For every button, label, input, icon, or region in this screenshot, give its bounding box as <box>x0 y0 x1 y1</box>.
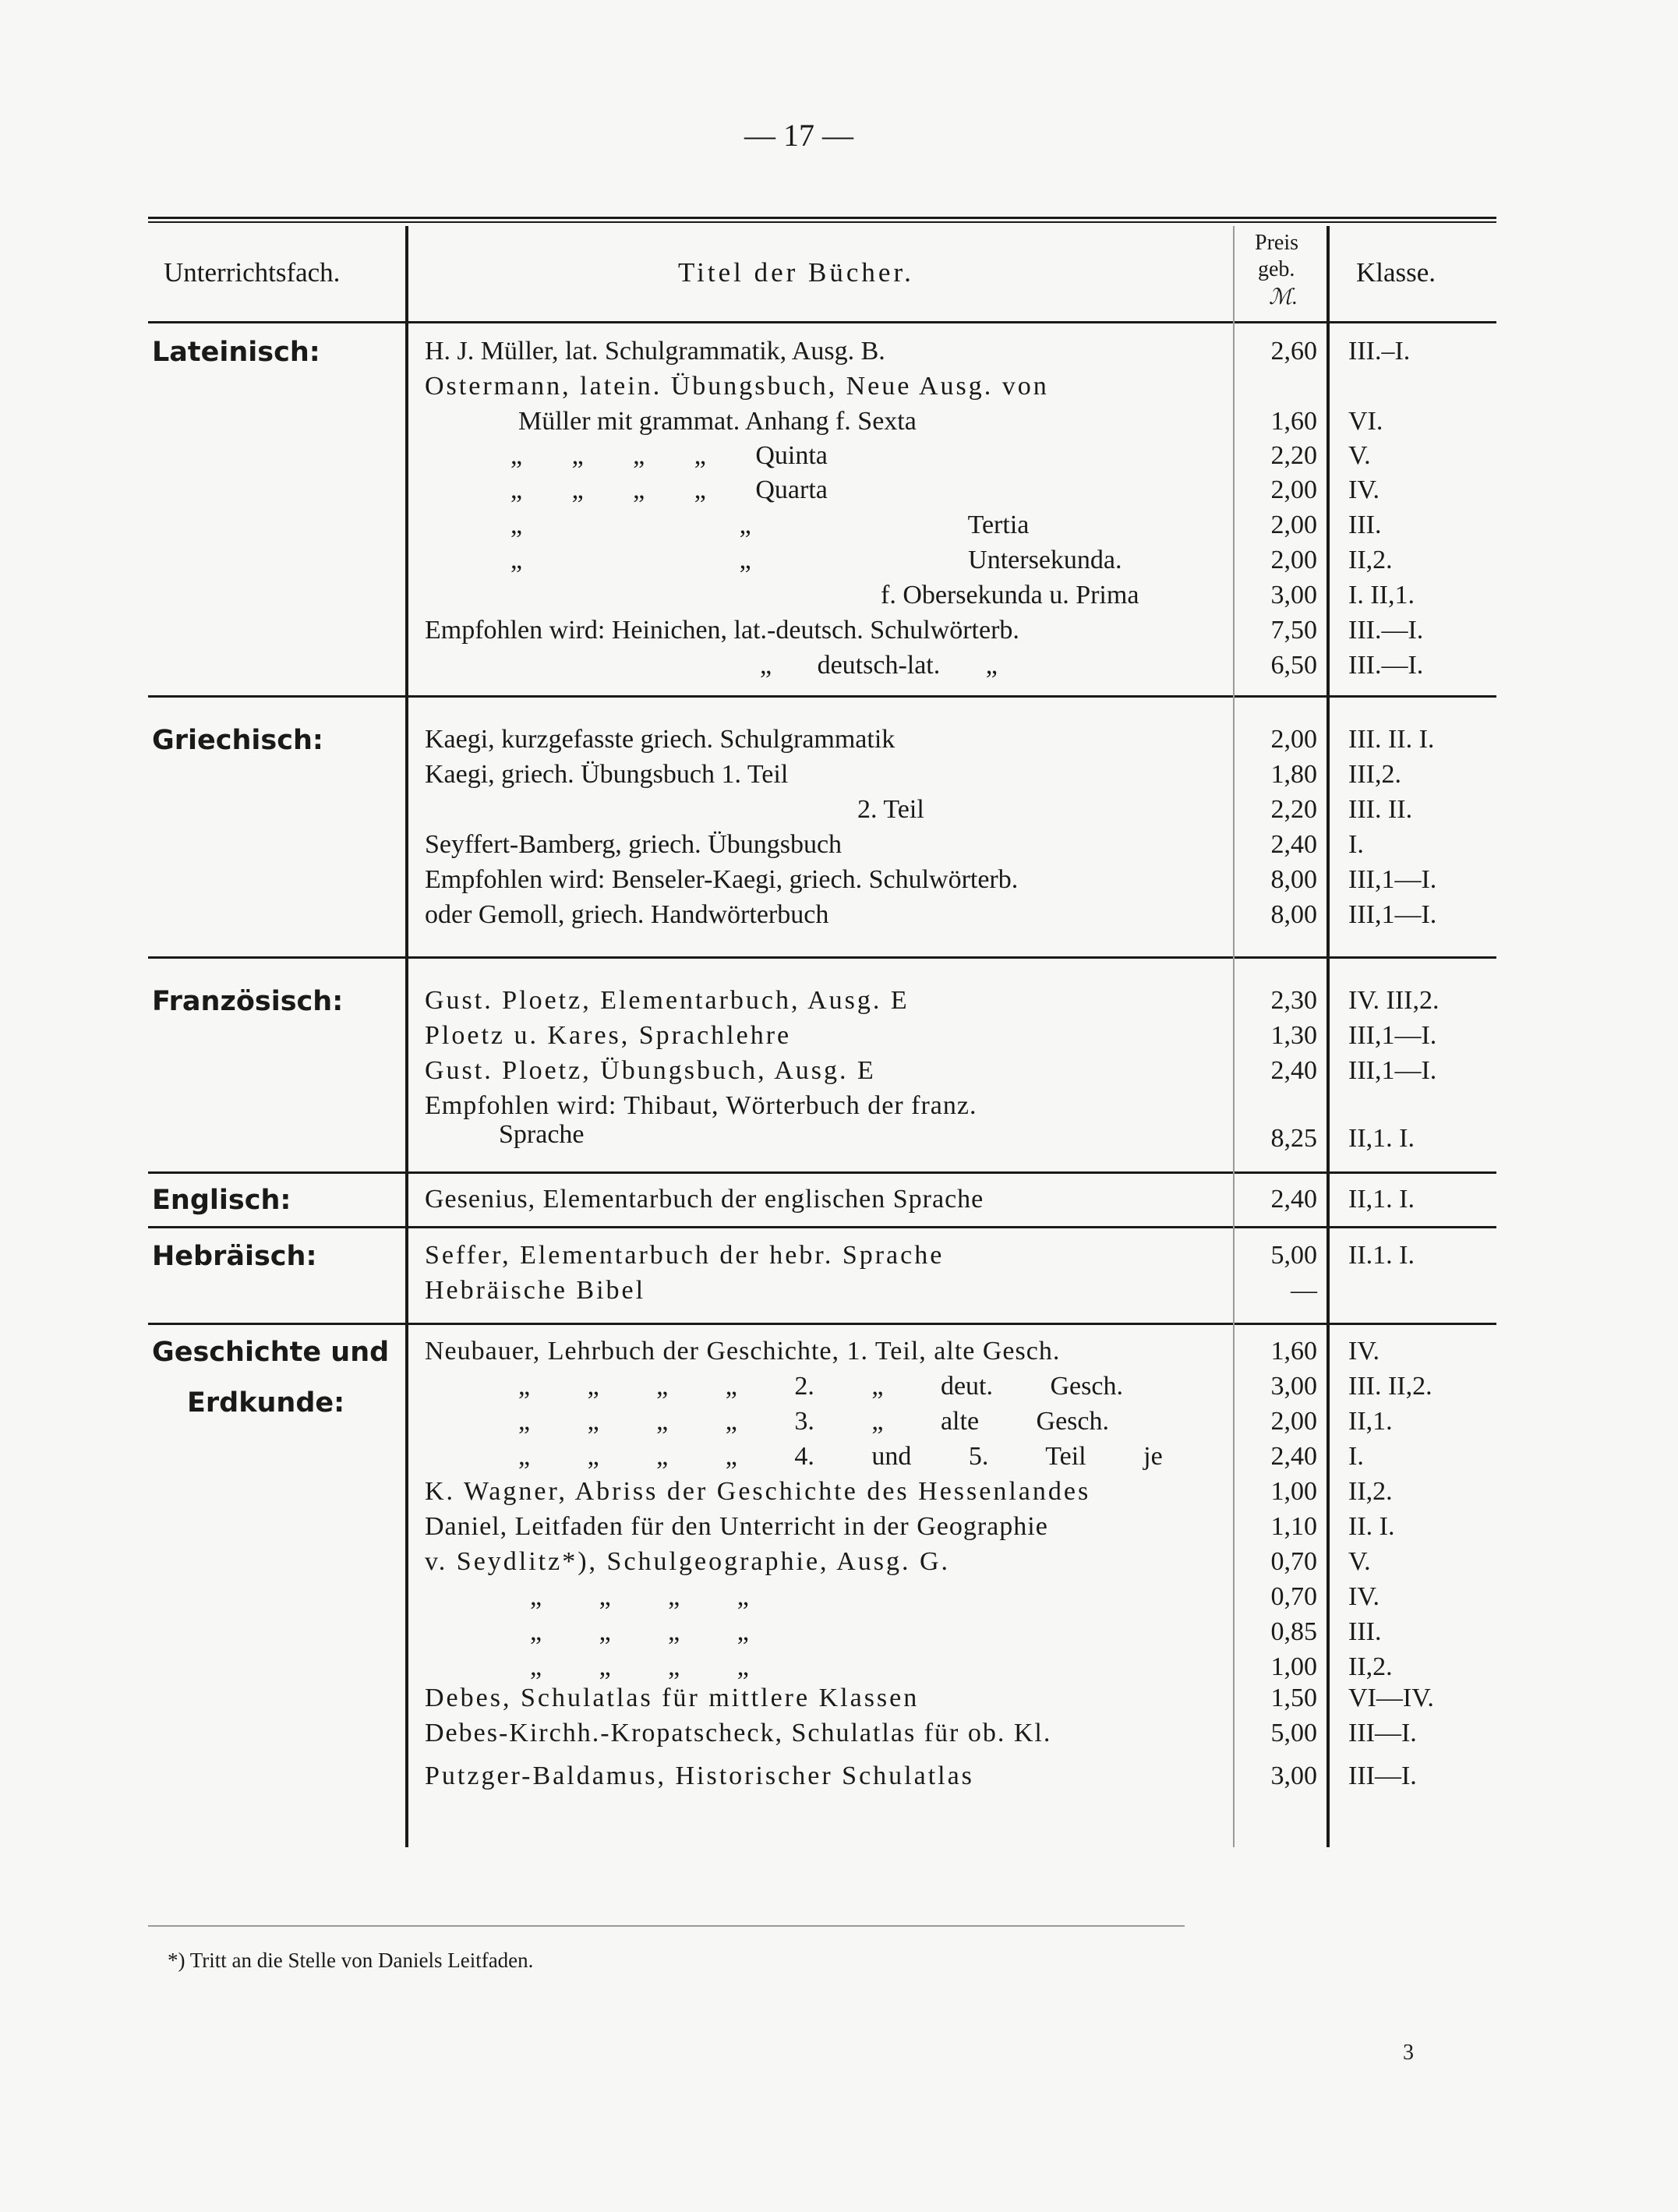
header-class: Klasse. <box>1356 257 1436 288</box>
page-number: — 17 — <box>744 118 853 153</box>
french-price: 8,25 <box>1270 1124 1317 1153</box>
history-title: Debes, Schulatlas für mittlere Klassen <box>425 1684 920 1712</box>
french-price: 2,40 <box>1270 1056 1317 1085</box>
french-class: II,1. I. <box>1348 1124 1415 1153</box>
history-class: VI—IV. <box>1348 1684 1434 1712</box>
history-class: II,2. <box>1348 1477 1393 1506</box>
french-class: III,1—I. <box>1348 1021 1437 1050</box>
latin-price: 7,50 <box>1270 616 1317 645</box>
latin-title: Empfohlen wird: Heinichen, lat.-deutsch. Schulwörterb. <box>425 616 1019 645</box>
subject-latin: Lateinisch: <box>152 337 320 368</box>
history-price: 0,85 <box>1270 1617 1317 1646</box>
latin-class: III. <box>1348 511 1382 539</box>
greek-title: 2. Teil <box>857 795 924 824</box>
french-price: 1,30 <box>1270 1021 1317 1050</box>
history-class: IV. <box>1348 1337 1379 1366</box>
header-price-1: Preis <box>1255 231 1298 255</box>
header-subject: Unterrichtsfach. <box>164 257 341 288</box>
greek-class: III. II. I. <box>1348 725 1435 754</box>
history-price: 3,00 <box>1270 1372 1317 1401</box>
history-title: „ „ „ „ <box>530 1582 749 1611</box>
english-class: II,1. I. <box>1348 1185 1415 1214</box>
history-title: Neubauer, Lehrbuch der Geschichte, 1. Teil, alte Gesch. <box>425 1337 1061 1366</box>
french-title: Empfohlen wird: Thibaut, Wörterbuch der franz. <box>425 1091 977 1120</box>
latin-title: H. J. Müller, lat. Schulgrammatik, Ausg. B. <box>425 337 885 366</box>
history-class: II. I. <box>1348 1512 1395 1541</box>
history-price: 1,00 <box>1270 1477 1317 1506</box>
footnote: *) Tritt an die Stelle von Daniels Leitfaden. <box>168 1949 534 1972</box>
latin-price: 3,00 <box>1270 581 1317 610</box>
table-bottom-rule <box>148 1925 1185 1927</box>
history-class: IV. <box>1348 1582 1379 1611</box>
french-title: Ploetz u. Kares, Sprachlehre <box>425 1021 792 1050</box>
history-price: 0,70 <box>1270 1547 1317 1576</box>
latin-price: 2,60 <box>1270 337 1317 366</box>
header-rule <box>148 321 1496 323</box>
hebrew-price: 5,00 <box>1270 1241 1317 1270</box>
table-top-rule-2 <box>148 221 1496 223</box>
subject-column-rule <box>405 226 408 1847</box>
hebrew-class: II.1. I. <box>1348 1241 1415 1270</box>
latin-class: V. <box>1348 441 1371 470</box>
history-title: K. Wagner, Abriss der Geschichte des Hessenlandes <box>425 1477 1091 1506</box>
subject-history: Geschichte und <box>152 1337 390 1368</box>
history-price: 5,00 <box>1270 1719 1317 1747</box>
rule-after-latin <box>148 695 1496 698</box>
hebrew-title: Seffer, Elementarbuch der hebr. Sprache <box>425 1241 945 1270</box>
greek-class: III,2. <box>1348 760 1401 789</box>
history-price: 3,00 <box>1270 1761 1317 1790</box>
history-title: Debes-Kirchh.-Kropatscheck, Schulatlas für ob. Kl. <box>425 1719 1052 1747</box>
french-class: IV. III,2. <box>1348 986 1440 1015</box>
greek-price: 1,80 <box>1270 760 1317 789</box>
greek-title: oder Gemoll, griech. Handwörterbuch <box>425 900 829 929</box>
history-title: Daniel, Leitfaden für den Unterricht in der Geographie <box>425 1512 1048 1541</box>
greek-class: I. <box>1348 830 1364 859</box>
latin-title: „ „ „ „ Quinta <box>510 441 828 470</box>
latin-class: VI. <box>1348 407 1383 436</box>
greek-class: III,1—I. <box>1348 865 1437 894</box>
header-price-2: geb. <box>1258 257 1295 281</box>
latin-title: Ostermann, latein. Übungsbuch, Neue Ausg. von <box>425 372 1049 401</box>
french-title: Gust. Ploetz, Elementarbuch, Ausg. E <box>425 986 910 1015</box>
french-title: Sprache <box>499 1120 585 1149</box>
latin-price: 1,60 <box>1270 407 1317 436</box>
latin-title: Müller mit grammat. Anhang f. Sexta <box>518 407 917 436</box>
history-class: III. II,2. <box>1348 1372 1432 1401</box>
french-title: Gust. Ploetz, Übungsbuch, Ausg. E <box>425 1056 876 1085</box>
rule-after-greek <box>148 956 1496 959</box>
history-title: „ „ „ „ 2. „ deut. Gesch. <box>518 1372 1123 1401</box>
rule-after-hebrew <box>148 1323 1496 1325</box>
history-price: 1,50 <box>1270 1684 1317 1712</box>
greek-title: Kaegi, kurzgefasste griech. Schulgrammatik <box>425 725 896 754</box>
english-title: Gesenius, Elementarbuch der englischen Sprache <box>425 1185 984 1214</box>
history-price: 1,10 <box>1270 1512 1317 1541</box>
greek-price: 2,00 <box>1270 725 1317 754</box>
latin-class: I. II,1. <box>1348 581 1415 610</box>
history-class: II,1. <box>1348 1407 1393 1436</box>
history-class: III—I. <box>1348 1719 1417 1747</box>
latin-price: 2,00 <box>1270 546 1317 574</box>
greek-price: 2,20 <box>1270 795 1317 824</box>
history-title: v. Seydlitz*), Schulgeographie, Ausg. G. <box>425 1547 950 1576</box>
hebrew-title: Hebräische Bibel <box>425 1276 646 1305</box>
signature-mark: 3 <box>1403 2041 1414 2065</box>
subject-english: Englisch: <box>152 1185 291 1216</box>
history-title: „ „ „ „ <box>530 1617 749 1646</box>
latin-price: 6,50 <box>1270 651 1317 680</box>
history-price: 2,40 <box>1270 1442 1317 1471</box>
greek-price: 8,00 <box>1270 865 1317 894</box>
header-price-currency: ℳ. <box>1269 285 1298 309</box>
table-top-rule <box>148 217 1496 219</box>
history-title: „ „ „ „ 4. und 5. Teil je <box>518 1442 1163 1471</box>
latin-price: 2,00 <box>1270 511 1317 539</box>
latin-class: III.—I. <box>1348 651 1424 680</box>
greek-title: Seyffert-Bamberg, griech. Übungsbuch <box>425 830 843 859</box>
greek-title: Empfohlen wird: Benseler-Kaegi, griech. Schulwörterb. <box>425 865 1019 894</box>
history-price: 2,00 <box>1270 1407 1317 1436</box>
price-column-rule <box>1327 226 1330 1847</box>
latin-title: „ „ „ „ Quarta <box>510 475 828 504</box>
latin-price: 2,20 <box>1270 441 1317 470</box>
hebrew-price: — <box>1291 1276 1317 1305</box>
history-class: III—I. <box>1348 1761 1417 1790</box>
latin-title: „ „ Untersekunda. <box>510 546 1122 574</box>
history-price: 1,00 <box>1270 1652 1317 1681</box>
latin-price: 2,00 <box>1270 475 1317 504</box>
history-class: III. <box>1348 1617 1382 1646</box>
latin-title: „ deutsch-lat. „ <box>760 651 998 680</box>
french-price: 2,30 <box>1270 986 1317 1015</box>
history-price: 0,70 <box>1270 1582 1317 1611</box>
greek-title: Kaegi, griech. Übungsbuch 1. Teil <box>425 760 789 789</box>
latin-title: f. Obersekunda u. Prima <box>881 581 1139 610</box>
latin-class: III.–I. <box>1348 337 1411 366</box>
rule-after-english <box>148 1226 1496 1228</box>
latin-class: II,2. <box>1348 546 1393 574</box>
header-titles: Titel der Bücher. <box>678 257 914 288</box>
history-title: Putzger-Baldamus, Historischer Schulatlas <box>425 1761 974 1790</box>
greek-class: III. II. <box>1348 795 1413 824</box>
latin-class: IV. <box>1348 475 1379 504</box>
english-price: 2,40 <box>1270 1185 1317 1214</box>
latin-class: III.—I. <box>1348 616 1424 645</box>
greek-price: 8,00 <box>1270 900 1317 929</box>
subject-hebrew: Hebräisch: <box>152 1241 317 1272</box>
subject-geography: Erdkunde: <box>187 1387 345 1419</box>
history-price: 1,60 <box>1270 1337 1317 1366</box>
history-class: V. <box>1348 1547 1371 1576</box>
history-title: „ „ „ „ 3. „ alte Gesch. <box>518 1407 1109 1436</box>
subject-french: Französisch: <box>152 986 344 1017</box>
greek-class: III,1—I. <box>1348 900 1437 929</box>
french-class: III,1—I. <box>1348 1056 1437 1085</box>
greek-price: 2,40 <box>1270 830 1317 859</box>
latin-title: „ „ Tertia <box>510 511 1030 539</box>
history-class: II,2. <box>1348 1652 1393 1681</box>
rule-after-french <box>148 1171 1496 1174</box>
history-class: I. <box>1348 1442 1364 1471</box>
history-title: „ „ „ „ <box>530 1652 749 1681</box>
subject-greek: Griechisch: <box>152 725 323 756</box>
